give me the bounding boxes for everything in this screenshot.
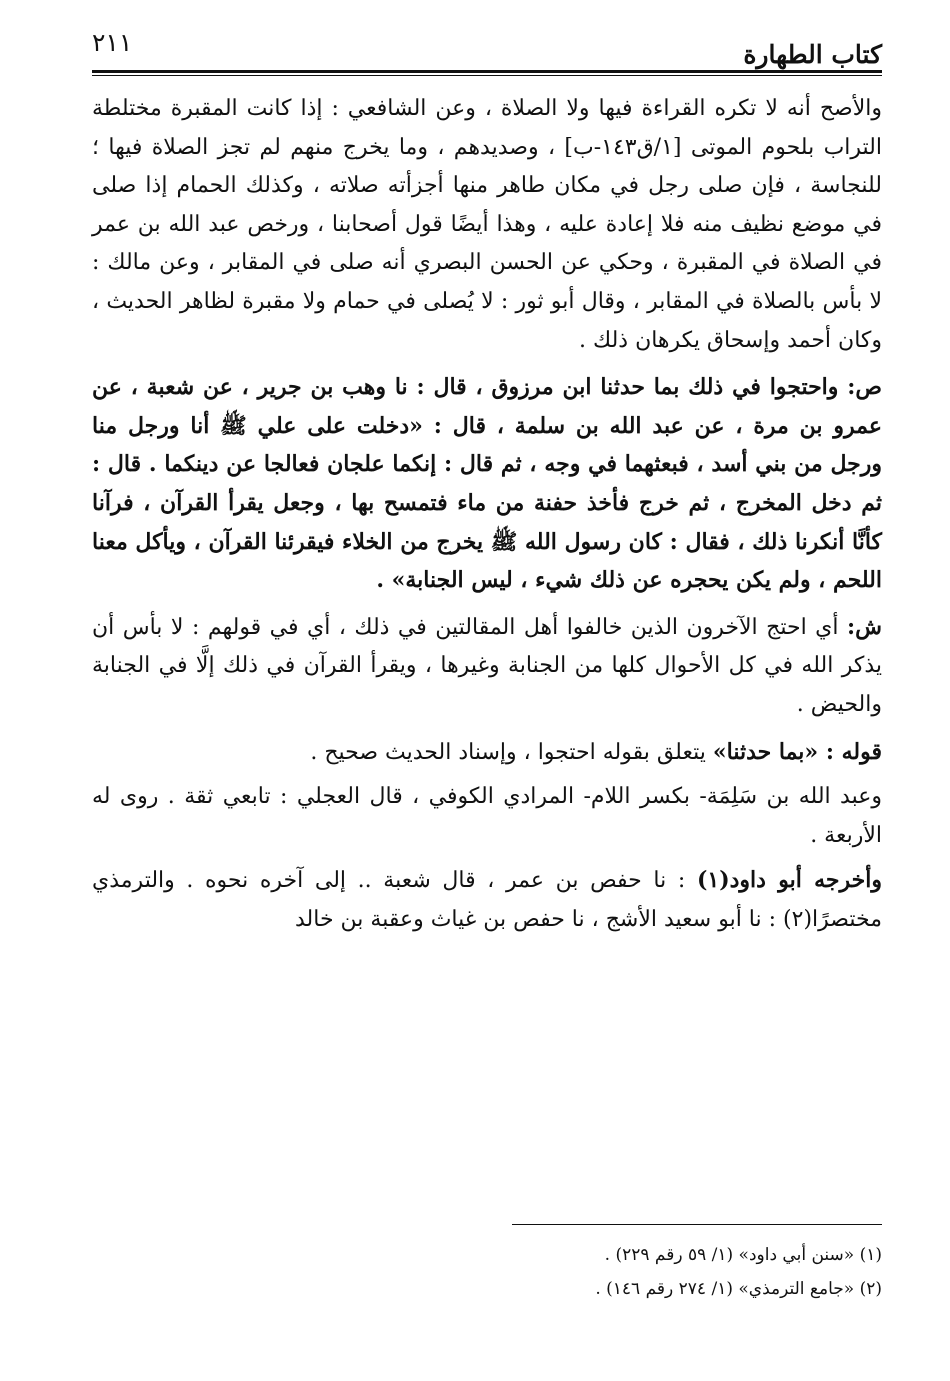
footnotes xyxy=(92,1238,882,1306)
paragraph-3-sharh xyxy=(92,608,882,725)
paragraph-5-text: وعبد الله بن سَلِمَة- بكسر اللام- المرادي الكوفي ، قال العجلي : تابعي ثقة . روى له الأربعة . xyxy=(92,784,882,848)
paragraph-6 xyxy=(92,861,882,939)
paragraph-3-lead: ش: xyxy=(847,613,882,640)
page-header xyxy=(92,26,882,70)
running-title: كتاب الطهارة xyxy=(743,40,882,69)
paragraph-4 xyxy=(92,733,882,773)
paragraph-4-text: يتعلق بقوله احتجوا ، وإسناد الحديث صحيح . xyxy=(310,739,706,765)
paragraph-2-matn xyxy=(92,368,882,600)
paragraph-3-text: أي احتج الآخرون الذين خالفوا أهل المقالتين في ذلك ، أي في قولهم : لا بأس أن يذكر الله في كل الأحوال كلها من الجنابة وغيرها ، ويقرأ القرآن في ذلك إلَّا في الجنابة والحيض . xyxy=(92,614,882,717)
paragraph-4-lead: قوله : «بما حدثنا» xyxy=(712,738,882,765)
page-number: ٢١١ xyxy=(92,28,133,57)
paragraph-2-text: واحتجوا في ذلك بما حدثنا ابن مرزوق ، قال : نا وهب بن جرير ، عن شعبة ، عن عمرو بن مرة ، عن عبد الله بن سلمة ، قال : «دخلت على علي ﷺ أنا ورجل منا ورجل من بني أسد ، فبعثهما في وجه ، ثم قال : إنكما علجان فعالجا عن دينكما . قال : ثم دخل المخرج ، ثم خرج فأخذ حفنة من ماء فتمسح بها ، وجعل يقرأ القرآن ، فرآنا كأنَّا أنكرنا ذلك ، فقال : كان رسول الله ﷺ يخرج من الخلاء فيقرئنا القرآن ، ويأكل معنا اللحم ، ولم يكن يحجره عن ذلك شيء ، ليس الجنابة» . xyxy=(92,374,882,594)
body-text xyxy=(92,90,882,939)
paragraph-1-text: والأصح أنه لا تكره القراءة فيها ولا الصلاة ، وعن الشافعي : إذا كانت المقبرة مختلطة التراب بلحوم الموتى [١/ق١٤٣-ب] ، وصديدهم ، وما يخرج منهم لم تجز الصلاة فيها ؛ للنجاسة ، فإن صلى رجل في مكان طاهر منها أجزأته صلاته ، وكذلك الحمام إذا صلى في موضع نظيف منه فلا إعادة عليه ، وهذا أيضًا قول أصحابنا ، ورخص عبد الله بن عمر في الصلاة في المقبرة ، وحكي عن الحسن البصري أنه صلى في المقابر ، وعن مالك : لا بأس بالصلاة في المقابر ، وقال أبو ثور : لا يُصلى في حمام ولا مقبرة لظاهر الحديث ، وكان أحمد وإسحاق يكرهان ذلك . xyxy=(92,96,882,353)
paragraph-6-text: : نا حفص بن عمر ، قال شعبة .. إلى آخره نحوه . والترمذي مختصرًا(٢) : نا أبو سعيد الأشج ، نا حفص بن غياث وعقبة بن خالد xyxy=(92,868,882,932)
book-page xyxy=(92,26,882,1356)
footnote-2: (٢) «جامع الترمذي» (١/ ٢٧٤ رقم ١٤٦) . xyxy=(595,1279,882,1299)
paragraph-1 xyxy=(92,90,882,360)
footnote-rule xyxy=(512,1224,882,1225)
paragraph-6-lead: وأخرجه أبو داود(١) xyxy=(696,867,882,894)
paragraph-5 xyxy=(92,778,882,855)
paragraph-2-lead: ص: xyxy=(847,374,882,401)
header-rule xyxy=(92,70,882,76)
footnote-1: (١) «سنن أبي داود» (١/ ٥٩ رقم ٢٢٩) . xyxy=(604,1245,882,1265)
